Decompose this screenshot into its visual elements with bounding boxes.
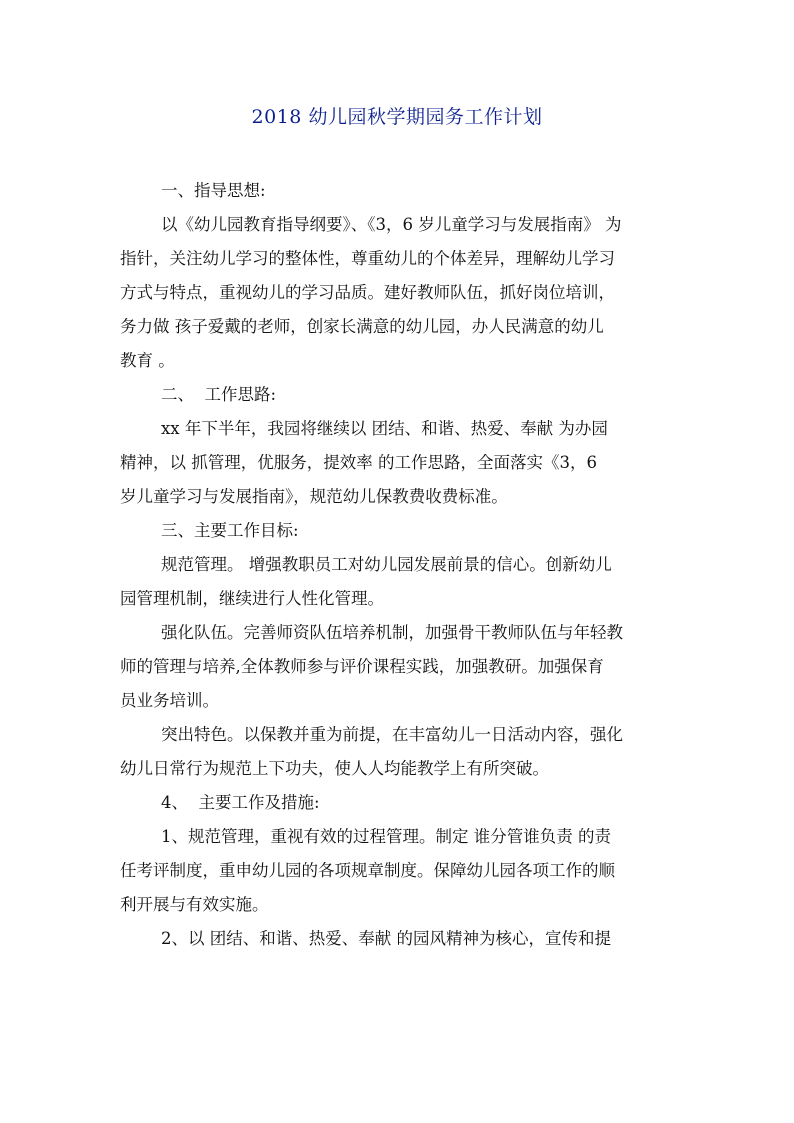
text-line: 任考评制度，重申幼儿园的各项规章制度。保障幼儿园各项工作的顺 [120,861,615,880]
text-line: 1、规范管理，重视有效的过程管理。制定 谁分管谁负责 的责 [161,827,611,846]
text-line: xx 年下半年，我园将继续以 团结、和谐、热爱、奉献 为办园 [161,419,608,438]
text-line: 4、 主要工作及措施: [161,793,320,812]
text-line: 二、 工作思路: [161,385,277,404]
text-line: 利开展与有效实施。 [120,895,269,914]
text-line: 方式与特点，重视幼儿的学习品质。建好教师队伍，抓好岗位培训， [120,283,615,302]
text-line: 师的管理与培养,全体教师参与评价课程实践，加强教研。加强保育 [120,657,604,676]
text-line: 员业务培训。 [120,691,219,710]
text-line: 指针，关注幼儿学习的整体性，尊重幼儿的个体差异，理解幼儿学习 [120,249,615,268]
text-line: 园管理机制，继续进行人性化管理。 [120,589,384,608]
text-line: 以《幼儿园教育指导纲要》、《3，6 岁儿童学习与发展指南》 为 [161,215,622,234]
text-line: 幼儿日常行为规范上下功夫，使人人均能教学上有所突破。 [120,759,549,778]
text-line: 2、以 团结、和谐、热爱、奉献 的园风精神为核心，宣传和提 [161,929,611,948]
text-line: 务力做 孩子爱戴的老师，创家长满意的幼儿园，办人民满意的幼儿 [120,317,604,336]
text-line: 规范管理。 增强教职员工对幼儿园发展前景的信心。创新幼儿 [161,555,612,574]
text-line: 岁儿童学习与发展指南》，规范幼儿保教费收费标准。 [120,487,508,506]
document-body [120,174,674,956]
text-line: 三、主要工作目标: [161,521,299,540]
text-line: 强化队伍。完善师资队伍培养机制，加强骨干教师队伍与年轻教 [161,623,623,642]
text-line: 精神，以 抓管理，优服务，提效率 的工作思路，全面落实《3，6 [120,453,597,472]
text-line: 突出特色。以保教并重为前提，在丰富幼儿一日活动内容，强化 [161,725,623,744]
document-title: 2018 幼儿园秋学期园务工作计划 [251,106,543,128]
text-line: 教育 。 [120,351,175,370]
text-line: 一、指导思想: [161,181,266,200]
